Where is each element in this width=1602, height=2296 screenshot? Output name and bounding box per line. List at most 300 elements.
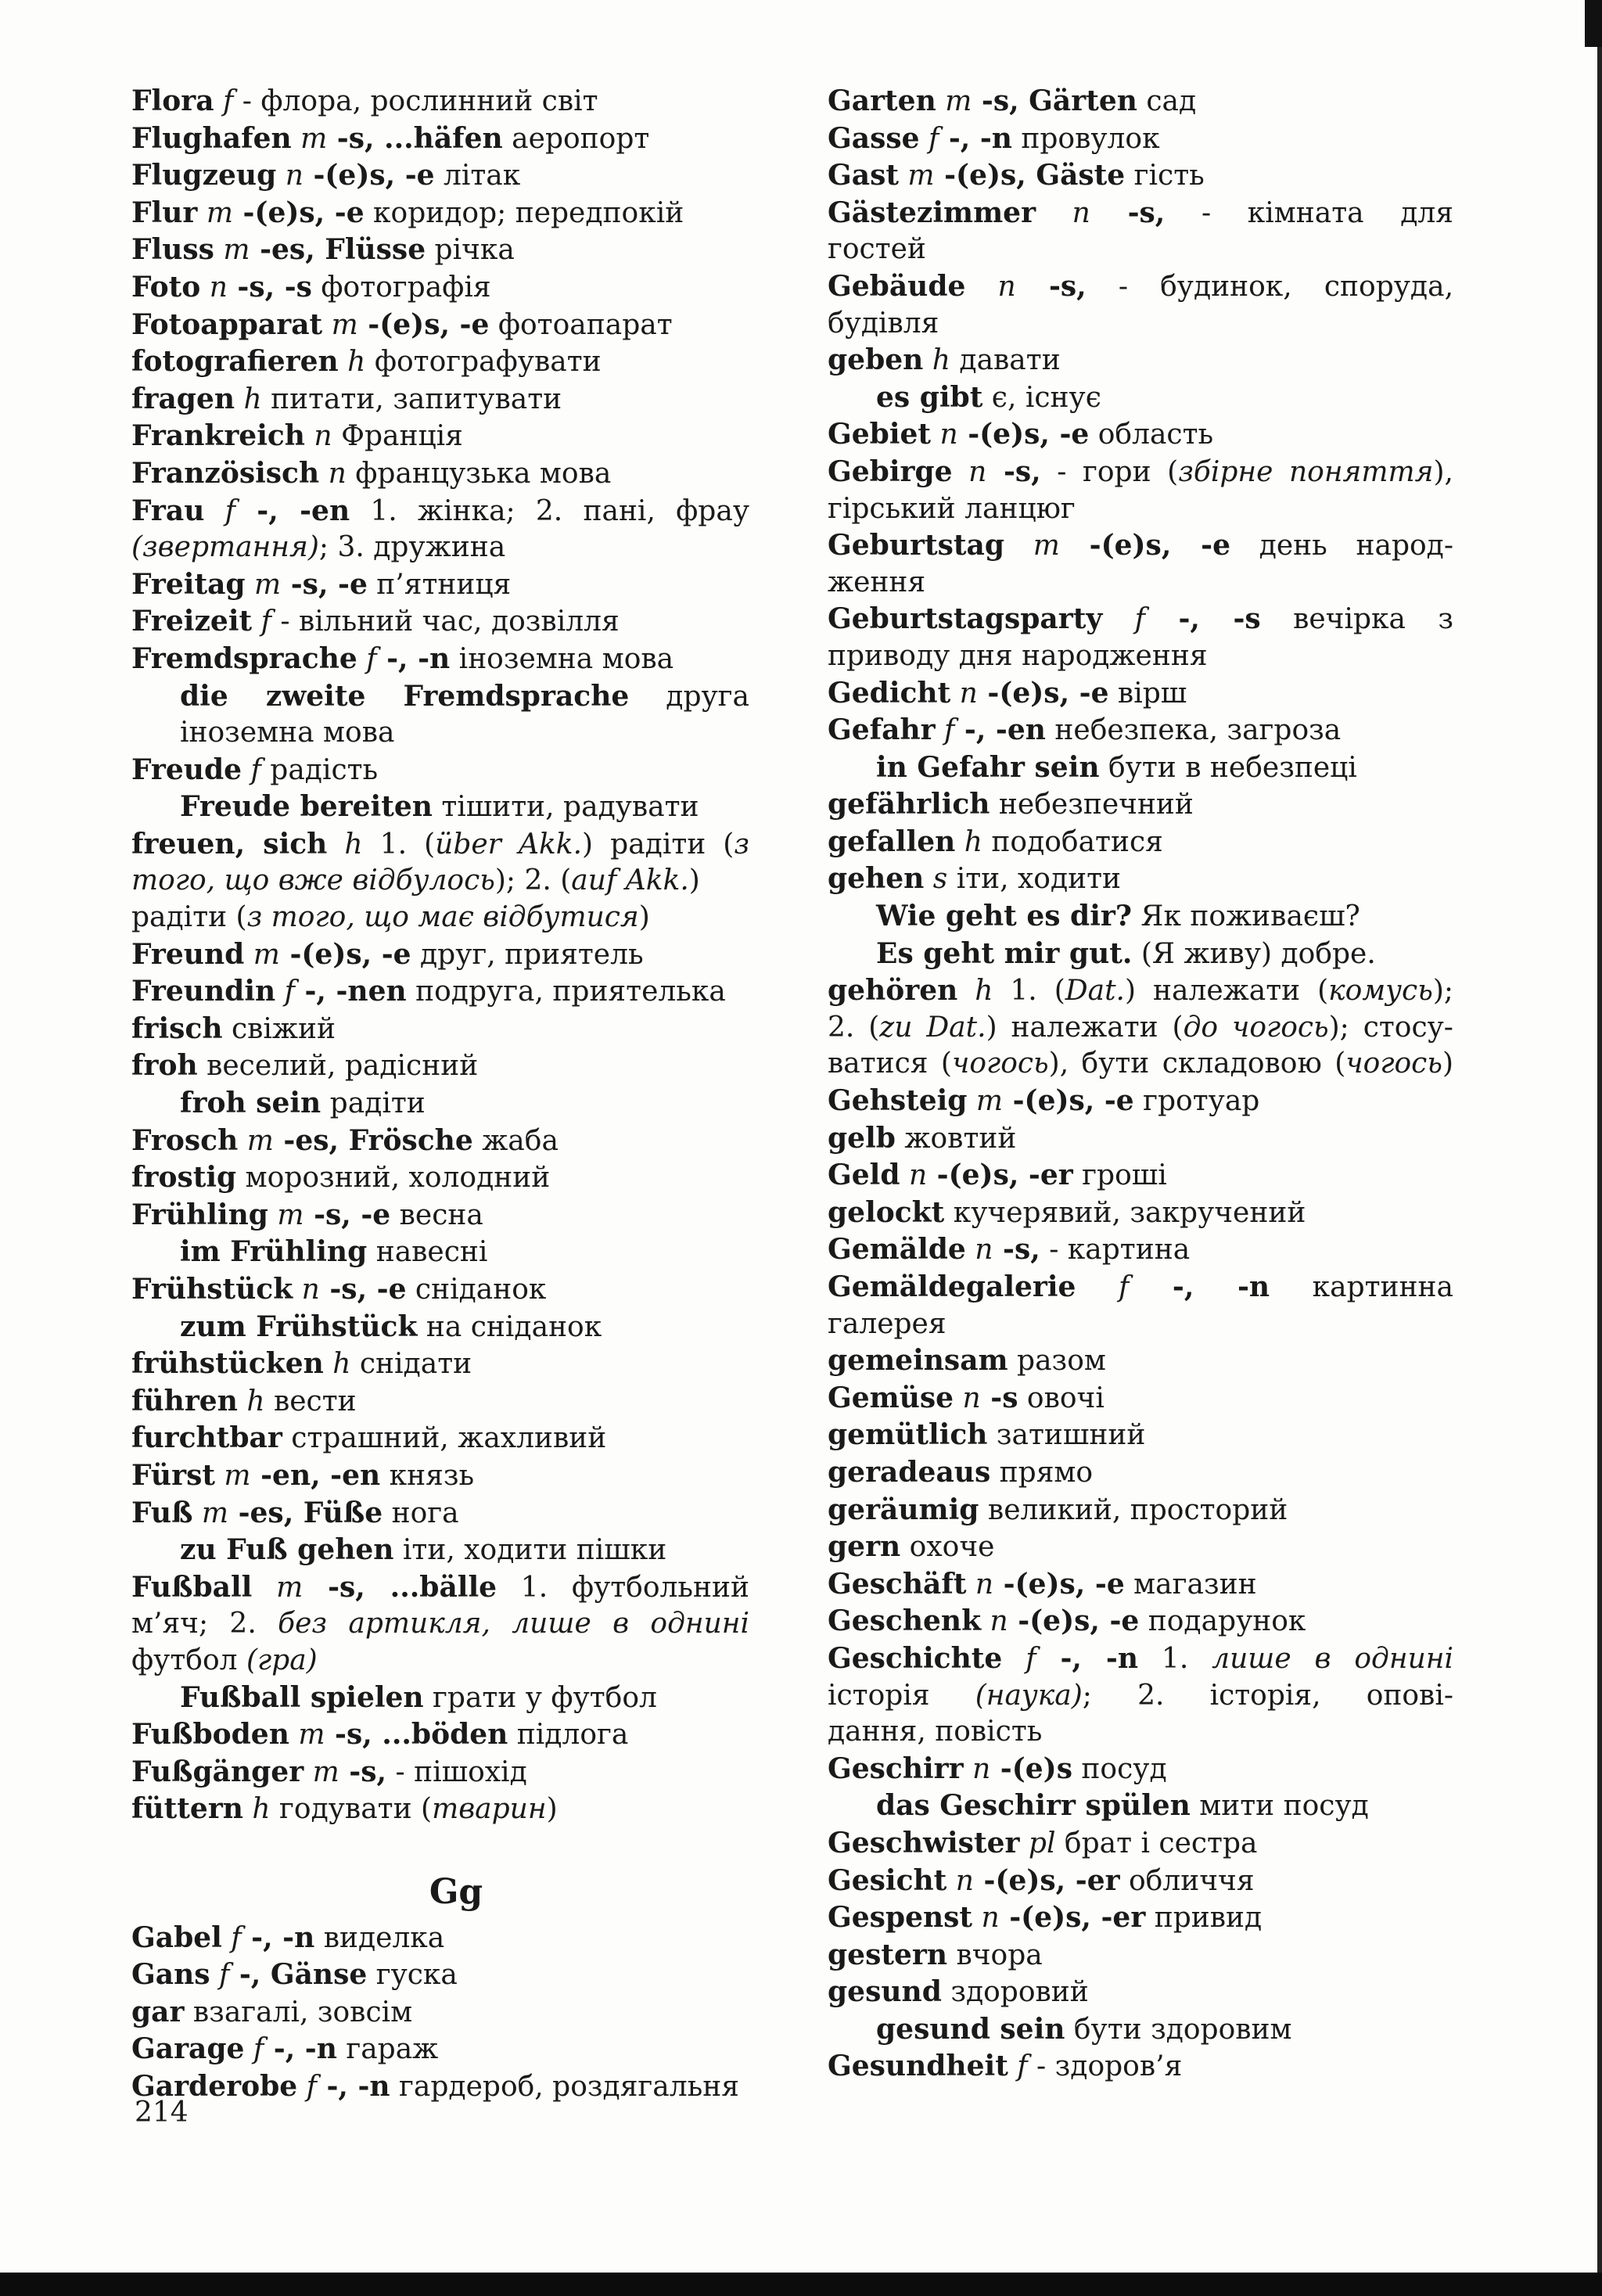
translation: небезпека, загроза [1045,714,1342,747]
headword: fotografieren [131,345,339,379]
headword: Flughafen [131,121,292,155]
grammar-note: m [197,196,233,229]
headword: -(e)s, -e [1008,1604,1140,1638]
headword: die zweite Fremdsprache [180,679,630,713]
headword: -, -nen [294,975,407,1008]
translation: вчора [947,1938,1043,1971]
dictionary-line [828,1195,1453,1232]
dictionary-line [131,1606,749,1643]
grammar-note: f [244,2033,264,2066]
grammar-note: n [304,420,332,453]
translation: нога [383,1497,459,1529]
section-gap [131,1828,749,1865]
headword: Gesundheit [828,2050,1008,2083]
headword: Garderobe [131,2069,298,2103]
dictionary-line [828,824,1453,861]
headword: gelockt [828,1195,945,1229]
headword: -(e)s, -e [1059,529,1230,562]
grammar-note: f [210,1959,230,1992]
headword: -(e)s, -er [999,1901,1146,1935]
headword: -, -n [241,1921,315,1954]
grammar-note: h [235,383,262,415]
translation: ); [1432,975,1453,1008]
grammar-note: n [963,1752,991,1785]
grammar-note: n [972,1902,1000,1935]
grammar-note: з того, що має відбутися [246,901,639,934]
headword: Gästezimmer [828,196,1036,229]
translation: аеропорт [502,122,650,155]
translation: - кімната для [1165,196,1453,229]
translation: - флора, рослинний світ [233,85,598,117]
dictionary-line [131,157,749,195]
headword: -s, [1015,269,1087,303]
headword: -s, ...häfen [327,121,503,155]
translation: Франція [332,420,463,453]
grammar-note: s [924,863,948,896]
translation: - здоров’я [1027,2050,1183,2083]
dictionary-line [131,1309,749,1346]
scan-edge-corner [1585,0,1602,47]
headword: Geburtstag [828,529,1004,562]
grammar-note: n [200,271,228,304]
dictionary-line [131,120,749,158]
translation: веселий, радісний [197,1050,479,1083]
headword: -(e)s, Gäste [934,159,1126,192]
dictionary-line [828,1231,1453,1269]
grammar-note: n [276,160,304,192]
headword: -s, [1090,196,1166,229]
dictionary-line [828,1454,1453,1492]
headword: frostig [131,1161,237,1195]
translation: мити посуд [1190,1790,1369,1823]
grammar-note: n [966,1568,994,1601]
translation: навесні [367,1236,488,1269]
dictionary-line [131,1495,749,1532]
translation: посуд [1072,1752,1167,1785]
dictionary-line [131,1197,749,1234]
translation: ) належати ( [1125,975,1329,1008]
grammar-note: h [955,825,982,858]
translation: іноземна мова [180,717,395,749]
dictionary-line [828,342,1453,379]
dictionary-line [828,638,1453,675]
grammar-note: m [252,1571,304,1604]
dictionary-line [131,863,749,900]
grammar-note: n [293,1274,320,1306]
dictionary-line [131,715,749,752]
translation: гараж [336,2033,439,2066]
translation: бути в небезпеці [1099,751,1357,784]
headword: -(e)s, -e [993,1567,1125,1601]
dictionary-line [828,1788,1453,1825]
grammar-note: m [214,234,250,267]
translation: ження [828,566,926,598]
grammar-note: m [192,1497,229,1529]
translation: фотографія [311,271,491,304]
dictionary-line [828,2011,1453,2049]
dictionary-line [131,826,749,864]
headword: -(e)s, -er [973,1863,1120,1897]
headword: -s, [986,455,1041,488]
dictionary-line [828,1083,1453,1120]
translation: разом [1008,1345,1106,1378]
translation: питати, запитувати [261,383,562,415]
translation: друга [629,680,749,713]
headword: geben [828,343,924,377]
headword: -, -n [939,121,1012,155]
headword: fragen [131,382,235,415]
grammar-note: h [327,828,363,861]
dictionary-line [131,900,749,936]
dictionary-line [131,418,749,455]
left-column [131,83,749,2105]
headword: -(e)s [990,1752,1072,1785]
translation: ) [688,864,700,897]
dictionary-line [131,603,749,641]
dictionary-line [131,1920,749,1957]
grammar-note: pl [1019,1827,1056,1859]
headword: Gabel [131,1921,222,1954]
headword: Fotoapparat [131,307,323,341]
headword: Freitag [131,567,246,601]
dictionary-line [131,2068,749,2106]
headword: -s, [339,1755,387,1788]
headword: Frau [131,494,205,527]
headword: Fuß [131,1496,193,1529]
grammar-note: h [957,975,993,1008]
dictionary-line [828,306,1453,343]
section-heading: Gg [429,1871,483,1912]
dictionary-line [131,641,749,678]
dictionary-line [828,601,1453,638]
translation: гість [1125,160,1205,192]
grammar-note: f [919,122,939,155]
headword: Frühling [131,1198,268,1231]
grammar-note: m [244,938,280,971]
dictionary-line [828,749,1453,787]
headword: Garten [828,84,936,117]
grammar-note: f [204,494,235,527]
headword: Gebiet [828,418,932,451]
dictionary-line [828,491,1453,528]
translation: радіти [321,1087,426,1120]
dictionary-line [828,195,1453,232]
translation: прямо [990,1456,1094,1489]
grammar-note: лише в однині [1212,1642,1453,1675]
grammar-note: h [338,346,366,379]
headword: -s, [993,1233,1040,1267]
headword: -, -s [1145,602,1261,636]
grammar-note: h [923,344,950,377]
dictionary-line [131,678,749,716]
translation: радіти ( [131,901,247,934]
grammar-note: f [1008,2050,1028,2083]
grammar-note: f [1002,1642,1036,1675]
dictionary-line [828,1269,1453,1306]
headword: -(e)s, -e [1003,1084,1134,1118]
headword: Gans [131,1958,210,1992]
translation: небезпечний [990,789,1194,821]
headword: Fluss [131,233,214,267]
headword: geradeaus [828,1455,991,1489]
dictionary-line [828,1974,1453,2011]
grammar-note: f [275,976,295,1008]
translation: ватися ( [828,1047,952,1080]
translation: будівля [828,307,939,340]
translation: тішити, радувати [432,791,699,824]
dictionary-line [828,898,1453,936]
translation: друг, приятель [411,938,644,971]
headword: Fußball [131,1570,253,1604]
dictionary-line [131,1011,749,1048]
translation: бути здоровим [1065,2013,1292,2046]
headword: Garage [131,2032,245,2066]
dictionary-line [131,936,749,974]
headword: gemütlich [828,1418,988,1452]
headword: -(e)s, -e [303,159,435,192]
translation: - пішохід [386,1755,527,1788]
grammar-note: n [946,1864,974,1897]
headword: Gebäude [828,269,966,303]
dictionary-line [131,1123,749,1160]
headword: Freundin [131,975,276,1008]
grammar-note: m [268,1198,304,1231]
headword: -, Gänse [229,1958,368,1992]
translation: морозний, холодний [236,1162,551,1195]
dictionary-line [131,1643,749,1680]
dictionary-line [828,1751,1453,1788]
translation: - картина [1040,1234,1191,1267]
dictionary-line [131,1716,749,1754]
headword: -s, -s [227,270,312,304]
headword: frühstücken [131,1347,324,1381]
translation: гротуар [1133,1085,1260,1118]
translation: - гори ( [1040,455,1179,488]
headword: -(e)s, -e [279,937,411,971]
dictionary-line [131,195,749,232]
grammar-note: комусь [1328,975,1433,1008]
headword: Geschäft [828,1567,967,1601]
headword: Freund [131,937,245,971]
dictionary-line [828,1603,1453,1640]
dictionary-line [828,157,1453,195]
translation: область [1089,419,1214,451]
grammar-note: (звертання) [131,531,319,564]
translation: здоровий [941,1976,1089,2009]
dictionary-line [828,1157,1453,1195]
headword: -, -n [264,2032,337,2066]
grammar-note: n [1036,196,1090,229]
headword: gestern [828,1938,948,1971]
headword: -, -n [316,2069,390,2103]
translation: приводу дня народження [828,639,1208,672]
grammar-note: f [1102,603,1145,636]
page-number: 214 [135,2097,189,2129]
dictionary-line [131,1956,749,1994]
grammar-note: тварин [432,1793,547,1826]
translation: 1. [1138,1642,1212,1675]
translation: фотоапарат [489,308,673,341]
dictionary-line [131,269,749,307]
translation: Як поживаєш? [1131,900,1360,933]
headword: frisch [131,1011,223,1045]
grammar-note: n [931,419,958,451]
dictionary-line [828,1380,1453,1417]
translation: 1. ( [362,828,436,861]
grammar-note: f [214,85,234,117]
dictionary-line [828,786,1453,824]
headword: im Frühling [180,1235,368,1269]
headword: -s, -e [319,1273,407,1306]
grammar-note: f [221,1921,242,1954]
headword: Gesicht [828,1863,947,1897]
grammar-note: n [954,1382,981,1414]
dictionary-line [131,381,749,419]
dictionary-line [131,1047,749,1085]
dictionary-line [828,454,1453,491]
headword: Gehsteig [828,1084,968,1118]
translation: історія [828,1679,975,1712]
headword: Französisch [131,456,320,490]
headword: führen [131,1384,238,1417]
headword: -(e)s, -er [927,1159,1073,1192]
headword: Gemüse [828,1381,954,1414]
grammar-note: f [357,642,377,675]
translation: магазин [1124,1568,1257,1601]
translation: п’ятниця [367,568,512,601]
dictionary-line [131,1994,749,2032]
translation: виделка [314,1921,445,1954]
translation: весна [390,1198,483,1231]
translation: 2. ( [828,1011,880,1044]
headword: -s, -e [304,1198,391,1231]
headword: Gasse [828,121,920,155]
headword: Flugzeug [131,159,277,192]
headword: -, -n [1129,1270,1270,1303]
grammar-note: до чогось [1183,1011,1329,1044]
grammar-note: n [319,457,347,490]
grammar-note: h [237,1385,265,1417]
translation: підлога [508,1719,629,1752]
dictionary-line [828,268,1453,306]
headword: Gedicht [828,676,951,710]
dictionary-line [828,1417,1453,1454]
translation: привид [1145,1902,1263,1935]
dictionary-line [131,1532,749,1569]
translation: радість [260,753,379,786]
headword: Gast [828,159,899,192]
translation: овочі [1018,1382,1105,1414]
dictionary-line [828,1566,1453,1604]
translation: галерея [828,1307,946,1340]
headword: Geschenk [828,1604,982,1638]
headword: Foto [131,270,201,304]
headword: Frühstück [131,1273,293,1306]
dictionary-line [131,1346,749,1383]
translation: ) належати ( [986,1011,1184,1044]
grammar-note: auf Akk. [571,864,689,897]
headword: -en, -en [250,1458,381,1492]
grammar-note: Dat. [1065,975,1126,1008]
dictionary-line [828,120,1453,158]
right-column [828,83,1453,2086]
headword: -, -n [1036,1641,1139,1675]
grammar-note: über Akk. [435,828,583,861]
translation: картинна [1270,1271,1453,1303]
grammar-note: f [935,714,955,747]
translation: дання, повість [828,1716,1043,1748]
dictionary-line [828,232,1453,268]
headword: -(e)s, -e [957,418,1090,451]
dictionary-line [131,752,749,789]
translation: річка [426,234,515,267]
dictionary-line [131,455,749,493]
dictionary-line [828,1120,1453,1158]
grammar-note: m [936,85,972,117]
dictionary-line [828,379,1453,417]
dictionary-line [131,973,749,1011]
headword: -, -n [376,641,451,675]
headword: -(e)s, -e [977,676,1109,710]
headword: das Geschirr spülen [876,1789,1191,1823]
grammar-note: того, що вже відбулось [131,864,495,897]
dictionary-line [131,1234,749,1271]
grammar-note: m [245,568,282,601]
headword: gelb [828,1121,896,1155]
translation: вести [264,1385,357,1417]
grammar-note: m [238,1124,274,1157]
dictionary-line [131,1383,749,1421]
translation: гардероб, роздягальня [390,2070,739,2103]
grammar-note: збірне поняття [1178,455,1434,488]
headword: gesund [828,1975,942,2009]
grammar-note: m [291,122,328,155]
grammar-note: m [289,1719,325,1752]
translation: жовтий [895,1122,1017,1155]
dictionary-line [828,712,1453,749]
translation: ; 2. історія, опові- [1082,1679,1453,1712]
grammar-note: n [981,1605,1008,1638]
grammar-note: n [950,677,978,710]
headword: Gemälde [828,1233,966,1267]
translation: подарунок [1139,1605,1306,1638]
grammar-note: zu Dat. [879,1011,986,1044]
translation: 1. футбольний [497,1571,749,1604]
grammar-note: (гра) [246,1644,318,1676]
headword: füttern [131,1792,243,1826]
headword: gesund sein [876,2012,1065,2046]
dictionary-line [828,527,1453,565]
translation: сніданок [406,1274,547,1306]
dictionary-line [131,1457,749,1495]
dictionary-line [828,972,1453,1010]
translation: - будинок, споруда, [1086,270,1454,303]
headword: es gibt [876,380,983,414]
grammar-note: n [952,455,987,488]
translation: ; 3. дружина [318,531,506,564]
translation: вірш [1108,677,1187,710]
translation: подруга, приятелька [406,976,726,1008]
headword: -es, Frösche [273,1123,473,1157]
dictionary-line [131,1159,749,1197]
headword: Gebirge [828,455,953,488]
translation: снідати [350,1348,472,1381]
translation: подобатися [982,825,1163,858]
dictionary-line [828,861,1453,898]
translation: обличчя [1119,1864,1255,1897]
translation: ) [638,901,650,934]
translation: гроші [1072,1159,1167,1192]
